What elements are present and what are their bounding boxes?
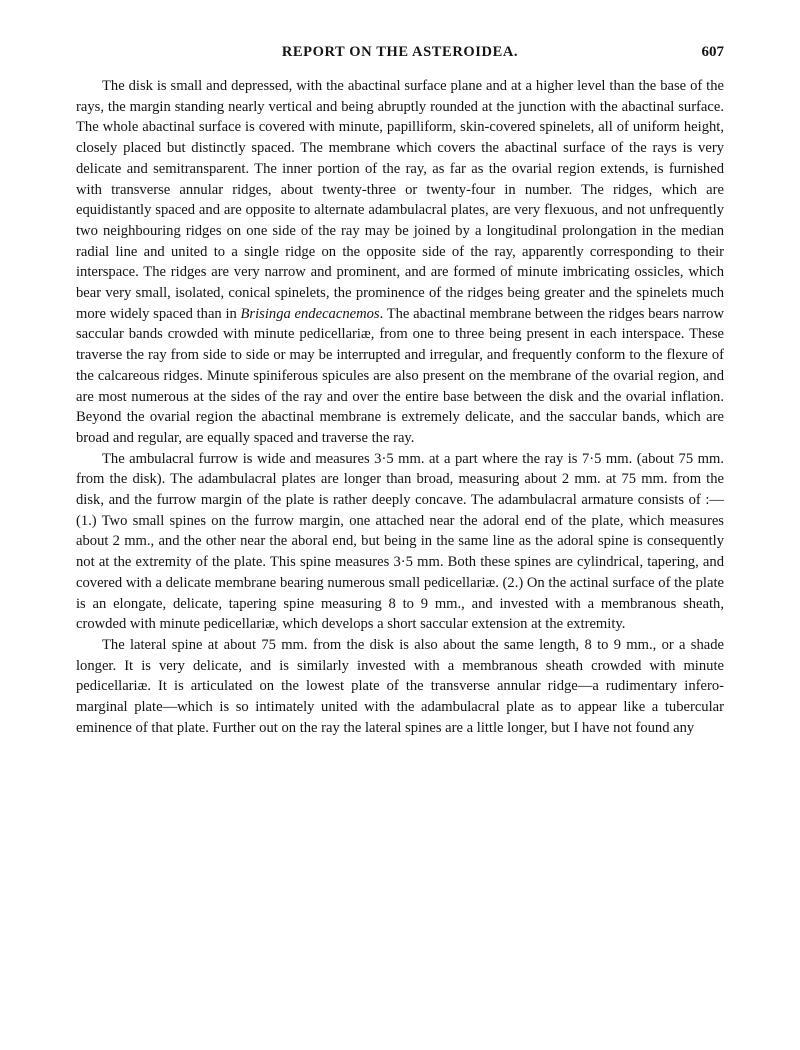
paragraph-ambulacral-furrow: The ambulacral furrow is wide and measures 3·5 mm. at a part where the ray is 7·5 mm. (about 75 mm. from the disk). The adambulacral plates are longer than broad, measuring about 2 mm. at 75 mm. from the disk, and the furrow margin of the plate is rather deeply concave. The adambulacral armature consists of :—(1.) Two small spines on the furrow margin, one attached near the adoral end of the plate, which measures about 2 mm., and the other near the aboral end, but being in the same line as the adoral spine is consequently not at the extremity of the plate. This spine measures 3·5 mm. Both these spines are cylindrical, tapering, and covered with a delicate membrane bearing numerous small pedicellariæ. (2.) On the actinal surface of the plate is an elongate, delicate, tapering spine measuring 8 to 9 mm., and invested with a membranous sheath, crowded with minute pedicellariæ, which develops a short saccular extension at the extremity.	[76, 450, 724, 633]
page-number: 607	[701, 44, 724, 60]
body-text	[76, 76, 724, 739]
paragraph-lateral-spine: The lateral spine at about 75 mm. from the disk is also about the same length, 8 to 9 mm., or a shade longer. It is very delicate, and is similarly invested with a membranous sheath crowded with minute pedicellariæ. It is articulated on the lowest plate of the transverse annular ridge—a rudimentary infero-marginal plate—which is so intimately united with the adambulacral plate as to appear like a tubercular eminence of that plate. Further out on the ray the lateral spines are a little longer, but I have not found any	[76, 636, 724, 736]
running-title: REPORT ON THE ASTEROIDEA.	[281, 44, 519, 60]
paragraph-disk-description	[76, 76, 724, 449]
paragraph-1-text-before: The disk is small and depressed, with the abactinal surface plane and at a higher level than the base of the rays, the margin standing nearly vertical and being abruptly rounded at the junction with the abactinal surface. The whole abactinal surface is covered with minute, papilliform, skin-covered spinelets, all of uniform height, closely placed but distinctly spaced. The membrane which covers the abactinal surface of the rays is very delicate and semitransparent. The inner portion of the ray, as far as the ovarial region extends, is furnished with transverse annular ridges, about twenty-three or twenty-four in number. The ridges, which are equidistantly spaced and are opposite to alternate adambulacral plates, are very flexuous, and not unfrequently two neighbouring ridges on one side of the ray may be joined by a longitudinal prolongation in the median radial line and united to a single ridge on the opposite side of the ray, apparently corresponding to their interspace. The ridges are very narrow and prominent, and are formed of minute imbricating ossicles, which bear very small, isolated, conical spinelets, the prominence of the ridges being greater and the spinelets much more widely spaced than in	[76, 78, 724, 322]
species-name-italic: Brisinga endecacnemos	[240, 305, 380, 322]
page-header	[76, 44, 724, 66]
paragraph-1-text-after: . The abactinal membrane between the ridges bears narrow saccular bands crowded with minute pedicellariæ, from one to three being present in each interspace. These traverse the ray from side to side or may be interrupted and irregular, and frequently conform to the flexure of the calcareous ridges. Minute spiniferous spicules are also present on the membrane of the ovarial region, and are most numerous at the sides of the ray and over the entire base between the disk and the ovarial inflation. Beyond the ovarial region the abactinal membrane is extremely delicate, and the saccular bands, which are broad and regular, are equally spaced and traverse the ray.	[76, 305, 724, 446]
